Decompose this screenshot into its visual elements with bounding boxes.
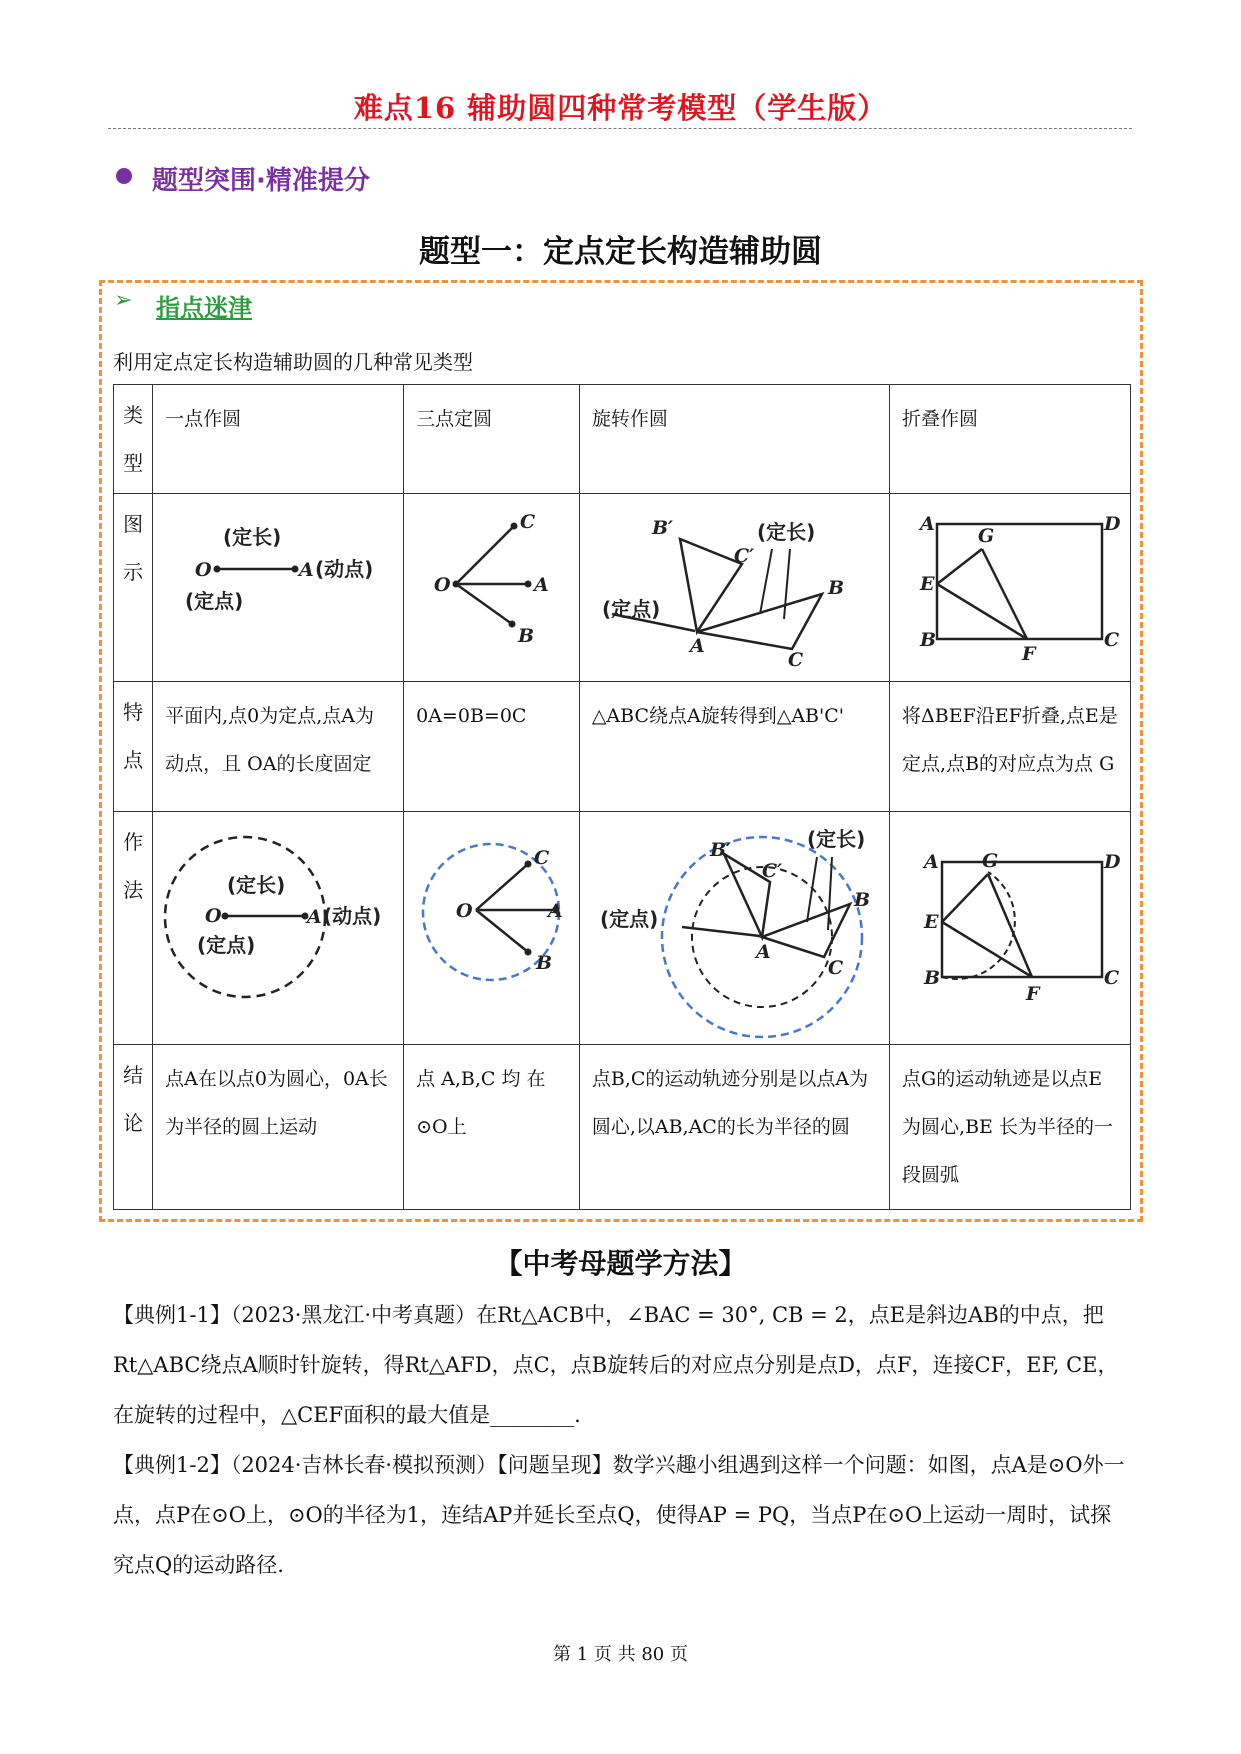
- page-footer: 第 1 页 共 80 页: [553, 1644, 688, 1665]
- fig-rotation-circles: [592, 822, 876, 1032]
- bullet-dot-icon: [116, 168, 132, 184]
- fig-label-g: G: [982, 850, 999, 872]
- method-cell: [153, 812, 404, 1045]
- table-row: [114, 1045, 1131, 1210]
- fig-label-a: A: [534, 574, 549, 596]
- arrow-right-icon: ➢: [114, 288, 133, 313]
- feature-cell: 将ΔBEF沿EF折叠,点E是定点,点B的对应点为点 G: [890, 682, 1131, 812]
- figure-cell: [153, 494, 404, 682]
- triangle-abc: [762, 904, 850, 957]
- row-header-type: 类型: [114, 385, 153, 494]
- feature-cell: 0A=0B=0C: [404, 682, 580, 812]
- fig-label-b-prime: B′: [651, 517, 673, 539]
- fig-label-b: B: [853, 889, 870, 911]
- fig-label-o: O: [195, 559, 212, 581]
- table-row: [114, 812, 1131, 1045]
- arrow-length-1: [760, 549, 772, 614]
- table-row: [114, 385, 1131, 494]
- fig-label-f: F: [1026, 983, 1040, 1005]
- fig-label-fixed-length: (定长): [756, 520, 816, 544]
- example-1-2: 【典例1-2】（2024·吉林长春·模拟预测）【问题呈现】数学兴趣小组遇到这样一个问题：如图，点A是⊙O外一点，点P在⊙O上，⊙O的半径为1，连结AP并延长至点Q，使得AP = PQ，当点P在⊙O上运动一周时，试探究点Q的运动路径.: [113, 1453, 1125, 1577]
- fig-one-point: [165, 504, 390, 644]
- fig-label-a: A: [920, 513, 935, 535]
- method-cell: [890, 812, 1131, 1045]
- fig-label-fixed-point: (定点): [185, 589, 244, 613]
- fig-one-point-circle: [165, 822, 390, 1012]
- rectangle-abcd: [942, 862, 1102, 977]
- segment-ef: [942, 922, 1032, 977]
- table-intro: 利用定点定长构造辅助圆的几种常见类型: [113, 350, 473, 374]
- type-cell: 一点作圆: [153, 385, 404, 494]
- figure-cell: [890, 494, 1131, 682]
- fig-label-b: B: [827, 577, 844, 599]
- exam-heading: 【中考母题学方法】: [494, 1247, 747, 1280]
- conclusion-cell: 点G的运动轨迹是以点E为圆心,BE 长为半径的一段圆弧: [890, 1045, 1131, 1210]
- fig-label-b: B: [920, 629, 937, 651]
- figure-cell: [404, 494, 580, 682]
- fig-label-b-prime: B′: [709, 839, 731, 861]
- fig-label-e: E: [920, 573, 935, 595]
- fig-label-c: C: [1104, 629, 1120, 651]
- segment-eg: [937, 549, 982, 584]
- fig-label-o: O: [456, 900, 473, 922]
- segment-eg: [942, 874, 988, 922]
- segment-oc: [456, 526, 514, 584]
- point-o: [214, 566, 221, 573]
- fig-label-a: A: [924, 851, 939, 873]
- fig-label-a: A: [299, 559, 314, 581]
- fig-label-c: C: [827, 957, 843, 979]
- point-o: [222, 913, 229, 920]
- fig-label-c: C: [787, 649, 803, 671]
- point-o: [453, 581, 460, 588]
- fig-label-a: A: [689, 635, 705, 657]
- point-c: [525, 861, 532, 868]
- fig-label-c-prime: C′: [761, 860, 782, 882]
- fig-label-c: C: [1104, 967, 1120, 989]
- feature-cell: △ABC绕点A旋转得到△AB'C': [579, 682, 889, 812]
- fig-label-fixed-point: (定点): [601, 597, 661, 621]
- fig-label-c: C: [534, 847, 550, 869]
- fig-three-points: [416, 504, 566, 654]
- point-a: [292, 566, 299, 573]
- fig-label-a: A: [548, 900, 563, 922]
- method-cell: [579, 812, 889, 1045]
- segment-oc: [476, 864, 528, 910]
- fig-label-a: A: [755, 941, 771, 963]
- segment-ob: [456, 584, 512, 624]
- fig-label-a: A: [307, 906, 322, 928]
- fig-label-o: O: [434, 574, 451, 596]
- model-table: [113, 384, 1131, 1210]
- fig-label-f: F: [1022, 643, 1036, 665]
- fig-label-b: B: [924, 967, 941, 989]
- segment-gf: [988, 874, 1032, 977]
- fig-label-e: E: [924, 911, 939, 933]
- row-header-feature: 特点: [114, 682, 153, 812]
- fig-label-moving-point: (动点): [315, 557, 374, 581]
- fig-label-fixed-point: (定点): [599, 907, 659, 931]
- fig-label-fixed-length: (定长): [806, 827, 866, 851]
- table-row: [114, 682, 1131, 812]
- fig-three-points-circle: [416, 822, 566, 1012]
- type-cell: 旋转作圆: [579, 385, 889, 494]
- triangle-abc-prime: [680, 539, 742, 632]
- fig-label-c-prime: C′: [733, 545, 754, 567]
- fig-label-fixed-length: (定长): [223, 525, 282, 549]
- point-b: [525, 949, 532, 956]
- page-title: 难点16 辅助圆四种常考模型（学生版）: [353, 91, 888, 125]
- example-1-1: 【典例1-1】（2023·黑龙江·中考真题）在Rt△ACB中，∠BAC = 30°, CB = 2，点E是斜边AB的中点，把Rt△ABC绕点A顺时针旋转，得Rt△AFD，点C，点B旋转后的对应点分别是点D，点F，连接CF，EF, CE，在旋转的过程中，△CEF面积的最大值是________.: [113, 1303, 1119, 1427]
- fig-rotation: [592, 504, 876, 671]
- figure-cell: [579, 494, 889, 682]
- fig-label-moving-point: (动点): [323, 904, 382, 928]
- row-header-method: 作法: [114, 812, 153, 1045]
- arrow-fixed-point: [682, 927, 760, 936]
- type-heading: 题型一：定点定长构造辅助圆: [419, 234, 822, 270]
- section-label: 题型突围·精准提分: [152, 166, 370, 196]
- point-a: [525, 581, 532, 588]
- arrow-length-1: [807, 857, 817, 922]
- conclusion-cell: 点A在以点0为圆心，0A长为半径的圆上运动: [153, 1045, 404, 1210]
- type-cell: 折叠作圆: [890, 385, 1131, 494]
- fig-label-g: G: [978, 525, 995, 547]
- point-b: [509, 621, 516, 628]
- segment-ob: [476, 910, 528, 952]
- table-row: [114, 494, 1131, 682]
- row-header-conclusion: 结论: [114, 1045, 153, 1210]
- fig-label-o: O: [205, 905, 222, 927]
- dashed-arc: [942, 872, 1015, 979]
- title-divider: [108, 128, 1132, 129]
- fig-folding: [902, 504, 1121, 665]
- conclusion-cell: 点 A,B,C 均 在⊙O上: [404, 1045, 580, 1210]
- conclusion-cell: 点B,C的运动轨迹分别是以点A为圆心,以AB,AC的长为半径的圆: [579, 1045, 889, 1210]
- arrow-length-2: [784, 549, 790, 619]
- fig-label-fixed-point: (定点): [197, 933, 256, 957]
- tip-label: 指点迷津: [156, 294, 252, 322]
- type-cell: 三点定圆: [404, 385, 580, 494]
- fig-label-d: D: [1104, 513, 1121, 535]
- point-c: [511, 523, 518, 530]
- fig-label-b: B: [518, 625, 535, 647]
- method-cell: [404, 812, 580, 1045]
- feature-cell: 平面内,点0为定点,点A为动点，且 OA的长度固定: [153, 682, 404, 812]
- fig-label-b: B: [536, 952, 553, 974]
- row-header-figure: 图示: [114, 494, 153, 682]
- fig-label-fixed-length: (定长): [227, 873, 286, 897]
- fig-folding-arc: [902, 822, 1121, 1012]
- fig-label-c: C: [520, 511, 536, 533]
- fig-label-d: D: [1104, 851, 1121, 873]
